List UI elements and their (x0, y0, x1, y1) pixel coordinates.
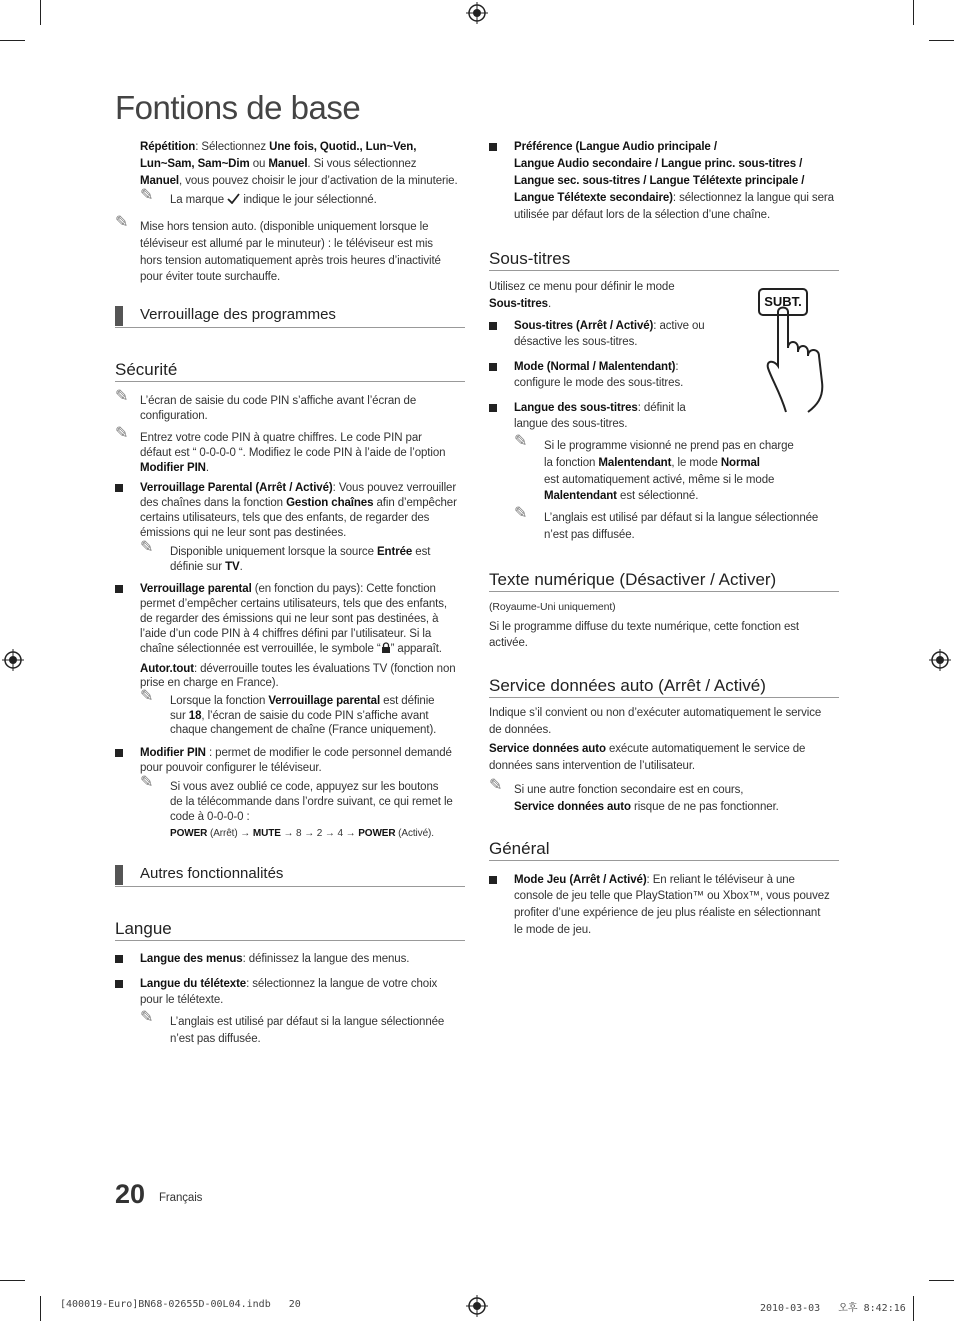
langue-note-1: L’anglais est utilisé par défaut si la langue sélectionnée (170, 1016, 445, 1028)
subheading-bar (115, 306, 123, 326)
note-pencil-icon: ✎ (115, 425, 129, 442)
sec-note2-line-1: Entrez votre code PIN à quatre chiffres. Le code PIN par (140, 432, 422, 444)
service-line-2: de données. (489, 724, 552, 736)
vp-pays-line-5: chaîne sélectionnée est verrouillée, le symbole “ ” apparaît. (140, 643, 442, 655)
registration-mark-icon (466, 1295, 488, 1317)
crop-mark (913, 0, 914, 25)
divider (489, 270, 839, 271)
mise-hors-tension-2: téléviseur est allumé par le minuteur) : le téléviseur est mis (140, 238, 433, 250)
print-timestamp: 2010-03-03 오후 8:42:16 (760, 1303, 906, 1314)
soustitres-heading: Sous-titres (489, 249, 571, 268)
st-note2-line-1: L’anglais est utilisé par défaut si la langue sélectionnée (544, 512, 819, 524)
texte-numerique-line-1: (Royaume-Uni uniquement) (489, 601, 616, 613)
st-intro-line-1: Utilisez ce menu pour définir le mode (489, 281, 675, 293)
vp-pays-note-1: Lorsque la fonction Verrouillage parental est définie (170, 695, 435, 707)
texte-numerique-heading: Texte numérique (Désactiver / Activer) (489, 570, 777, 589)
footer-language: Français (159, 1192, 203, 1204)
registration-mark-icon (466, 2, 488, 24)
bullet-square (489, 322, 497, 330)
note-pencil-icon: ✎ (140, 688, 154, 705)
crop-mark (929, 40, 954, 41)
note-pencil-icon: ✎ (489, 777, 503, 794)
st-onoff-line-2: désactive les sous-titres. (514, 336, 638, 348)
pointing-hand-icon (764, 302, 840, 414)
modifier-pin-line-2: pour pouvoir configurer le téléviseur. (140, 762, 322, 774)
vp-arrete-line-2: des chaînes dans la fonction Gestion chaînes afin d’empêcher (140, 497, 457, 509)
note-pencil-icon: ✎ (115, 388, 129, 405)
crop-mark (40, 1296, 41, 1321)
service-line-4: données sans intervention de l’utilisateur. (489, 760, 696, 772)
vp-arrete-note-2: définie sur TV. (170, 561, 243, 573)
divider (489, 591, 839, 592)
preference-line-4: Langue Télétexte secondaire): sélectionnez la langue qui sera (514, 192, 834, 204)
texte-numerique-line-2: Si le programme diffuse du texte numérique, cette fonction est (489, 621, 800, 633)
mode-jeu-line-2: console de jeu telle que PlayStation™ ou Xbox™, vous pouvez (514, 890, 830, 902)
remote-sequence: POWER (Arrêt) → MUTE → 8 → 2 → 4 → POWER (Activé). (170, 828, 434, 839)
vp-pays-note-3: chaque changement de chaîne (France uniquement). (170, 724, 437, 736)
preference-line-3: Langue sec. sous-titres / Langue Télétexte principale / (514, 175, 805, 187)
note-pencil-icon: ✎ (115, 214, 129, 231)
divider (489, 860, 839, 861)
vp-arrete-line-4: émissions qui ne leur sont pas destinées. (140, 527, 347, 539)
preference-line-1: Préférence (Langue Audio principale / (514, 141, 717, 153)
modifier-pin-line-1: Modifier PIN : permet de modifier le code personnel demandé (140, 747, 452, 759)
bullet-square (115, 749, 123, 757)
modifier-pin-note-2: de la télécommande dans l’ordre suivant, ce qui remet le (170, 796, 453, 808)
service-note-1: Si une autre fonction secondaire est en cours, (514, 784, 744, 796)
crop-mark (929, 1280, 954, 1281)
note-pencil-icon: ✎ (140, 539, 154, 556)
bullet-square (115, 585, 123, 593)
vp-pays-line-2: permet d’empêcher certains utilisateurs, tels que des enfants, (140, 598, 448, 610)
bullet-square (489, 363, 497, 371)
vp-arrete-line-1: Verrouillage Parental (Arrêt / Activé): Vous pouvez verrouiller (140, 482, 457, 494)
service-line-3: Service données auto exécute automatiquement le service de (489, 743, 806, 755)
autor-tout-line-1: Autor.tout: déverrouille toutes les évaluations TV (fonction non (140, 663, 456, 675)
st-note2-line-2: n’est pas diffusée. (544, 529, 635, 541)
subheading-bar (115, 865, 123, 885)
bullet-square (115, 955, 123, 963)
mode-jeu-line-4: le mode de jeu. (514, 924, 592, 936)
autres-heading: Autres fonctionnalités (140, 865, 284, 882)
langue-teletexte-line-2: pour le télétexte. (140, 994, 224, 1006)
divider (115, 940, 465, 941)
langue-note-2: n’est pas diffusée. (170, 1033, 261, 1045)
note-pencil-icon: ✎ (140, 1009, 154, 1026)
st-langue-line-1: Langue des sous-titres: définit la (514, 402, 686, 414)
langue-menus: Langue des menus: définissez la langue des menus. (140, 953, 410, 965)
st-note1-line-1: Si le programme visionné ne prend pas en charge (544, 440, 794, 452)
preference-line-2: Langue Audio secondaire / Langue princ. sous-titres / (514, 158, 803, 170)
st-mode-line-1: Mode (Normal / Malentendant): (514, 361, 679, 373)
st-note1-line-3: est automatiquement activé, même si le mode (544, 474, 775, 486)
autor-tout-line-2: prise en charge en France). (140, 677, 279, 689)
vp-pays-note-2: sur 18, l’écran de saisie du code PIN s’affiche avant (170, 710, 429, 722)
registration-mark-icon (929, 649, 951, 671)
crop-mark (913, 1296, 914, 1321)
bullet-square (489, 404, 497, 412)
modifier-pin-note-1: Si vous avez oublié ce code, appuyez sur les boutons (170, 781, 439, 793)
vp-arrete-note-1: Disponible uniquement lorsque la source Entrée est (170, 546, 431, 558)
registration-mark-icon (2, 649, 24, 671)
mise-hors-tension-1: Mise hors tension auto. (disponible uniquement lorsque le (140, 221, 429, 233)
repetition-line-2: Lun~Sam, Sam~Dim ou Manuel. Si vous sélectionnez (140, 158, 417, 170)
repetition-note: La marque indique le jour sélectionné. (170, 194, 377, 206)
lock-icon (381, 642, 391, 653)
verrouillage-heading: Verrouillage des programmes (140, 306, 336, 323)
preference-line-5: utilisée par défaut lors de la sélection d’une chaîne. (514, 209, 771, 221)
crop-mark (40, 0, 41, 25)
vp-pays-line-1: Verrouillage parental (en fonction du pays): Cette fonction (140, 583, 436, 595)
sec-note2-line-3: Modifier PIN. (140, 462, 209, 474)
note-pencil-icon: ✎ (140, 774, 154, 791)
crop-mark (0, 40, 25, 41)
vp-pays-line-3: de regarder des émissions qui ne leur sont pas destinées, à (140, 613, 439, 625)
note-pencil-icon: ✎ (140, 187, 154, 204)
mode-jeu-line-1: Mode Jeu (Arrêt / Activé): En reliant le téléviseur à une (514, 874, 795, 886)
page-title: Fontions de base (115, 89, 361, 126)
modifier-pin-note-3: code à 0-0-0-0 : (170, 811, 250, 823)
repetition-line-3: Manuel, vous pouvez choisir le jour d’activation de la minuterie. (140, 175, 458, 187)
sec-note2-line-2: défaut est “ 0-0-0-0 “. Modifiez le code PIN à l’aide de l’option (140, 447, 446, 459)
note-pencil-icon: ✎ (514, 433, 528, 450)
vp-pays-line-4: l’aide d’un code PIN à 4 chiffres défini par l’utilisateur. Si la (140, 628, 432, 640)
langue-teletexte-line-1: Langue du télétexte: sélectionnez la langue de votre choix (140, 978, 438, 990)
st-mode-line-2: configure le mode des sous-titres. (514, 377, 684, 389)
securite-heading: Sécurité (115, 360, 178, 379)
st-note1-line-4: Malentendant est sélectionné. (544, 490, 699, 502)
mise-hors-tension-3: hors tension automatiquement après trois heures d’inactivité (140, 255, 441, 267)
langue-heading: Langue (115, 919, 172, 938)
bullet-square (115, 484, 123, 492)
page-number: 20 (115, 1179, 146, 1209)
vp-arrete-line-3: certains utilisateurs, tels que des enfants, de regarder des (140, 512, 430, 524)
subt-button[interactable]: SUBT. (758, 288, 808, 316)
service-donnees-heading: Service données auto (Arrêt / Activé) (489, 676, 766, 695)
texte-numerique-line-3: activée. (489, 637, 528, 649)
mode-jeu-line-3: profiter d’une expérience de jeu plus réaliste en sélectionnant (514, 907, 821, 919)
st-langue-line-2: langue des sous-titres. (514, 418, 628, 430)
st-intro-line-2: Sous-titres. (489, 298, 552, 310)
divider (489, 697, 839, 698)
divider (115, 886, 465, 887)
sec-note1-line-2: configuration. (140, 410, 208, 422)
file-info: [400019-Euro]BN68-02655D-00L04.indb 20 (60, 1299, 301, 1310)
st-note1-line-2: la fonction Malentendant, le mode Normal (544, 457, 760, 469)
checkmark-icon (227, 193, 240, 204)
repetition-line-1: Répétition: Sélectionnez Une fois, Quotid., Lun~Ven, (140, 141, 417, 153)
crop-mark (0, 1280, 25, 1281)
bullet-square (115, 980, 123, 988)
divider (115, 327, 465, 328)
bullet-square (489, 143, 497, 151)
bullet-square (489, 876, 497, 884)
sec-note1-line-1: L’écran de saisie du code PIN s’affiche avant l’écran de (140, 395, 417, 407)
general-heading: Général (489, 839, 550, 858)
mise-hors-tension-4: pour éviter toute surchauffe. (140, 271, 281, 283)
st-onoff-line-1: Sous-titres (Arrêt / Activé): active ou (514, 320, 705, 332)
divider (115, 381, 465, 382)
service-line-1: Indique s’il convient ou non d’exécuter automatiquement le service (489, 707, 822, 719)
service-note-2: Service données auto risque de ne pas fonctionner. (514, 801, 779, 813)
note-pencil-icon: ✎ (514, 505, 528, 522)
